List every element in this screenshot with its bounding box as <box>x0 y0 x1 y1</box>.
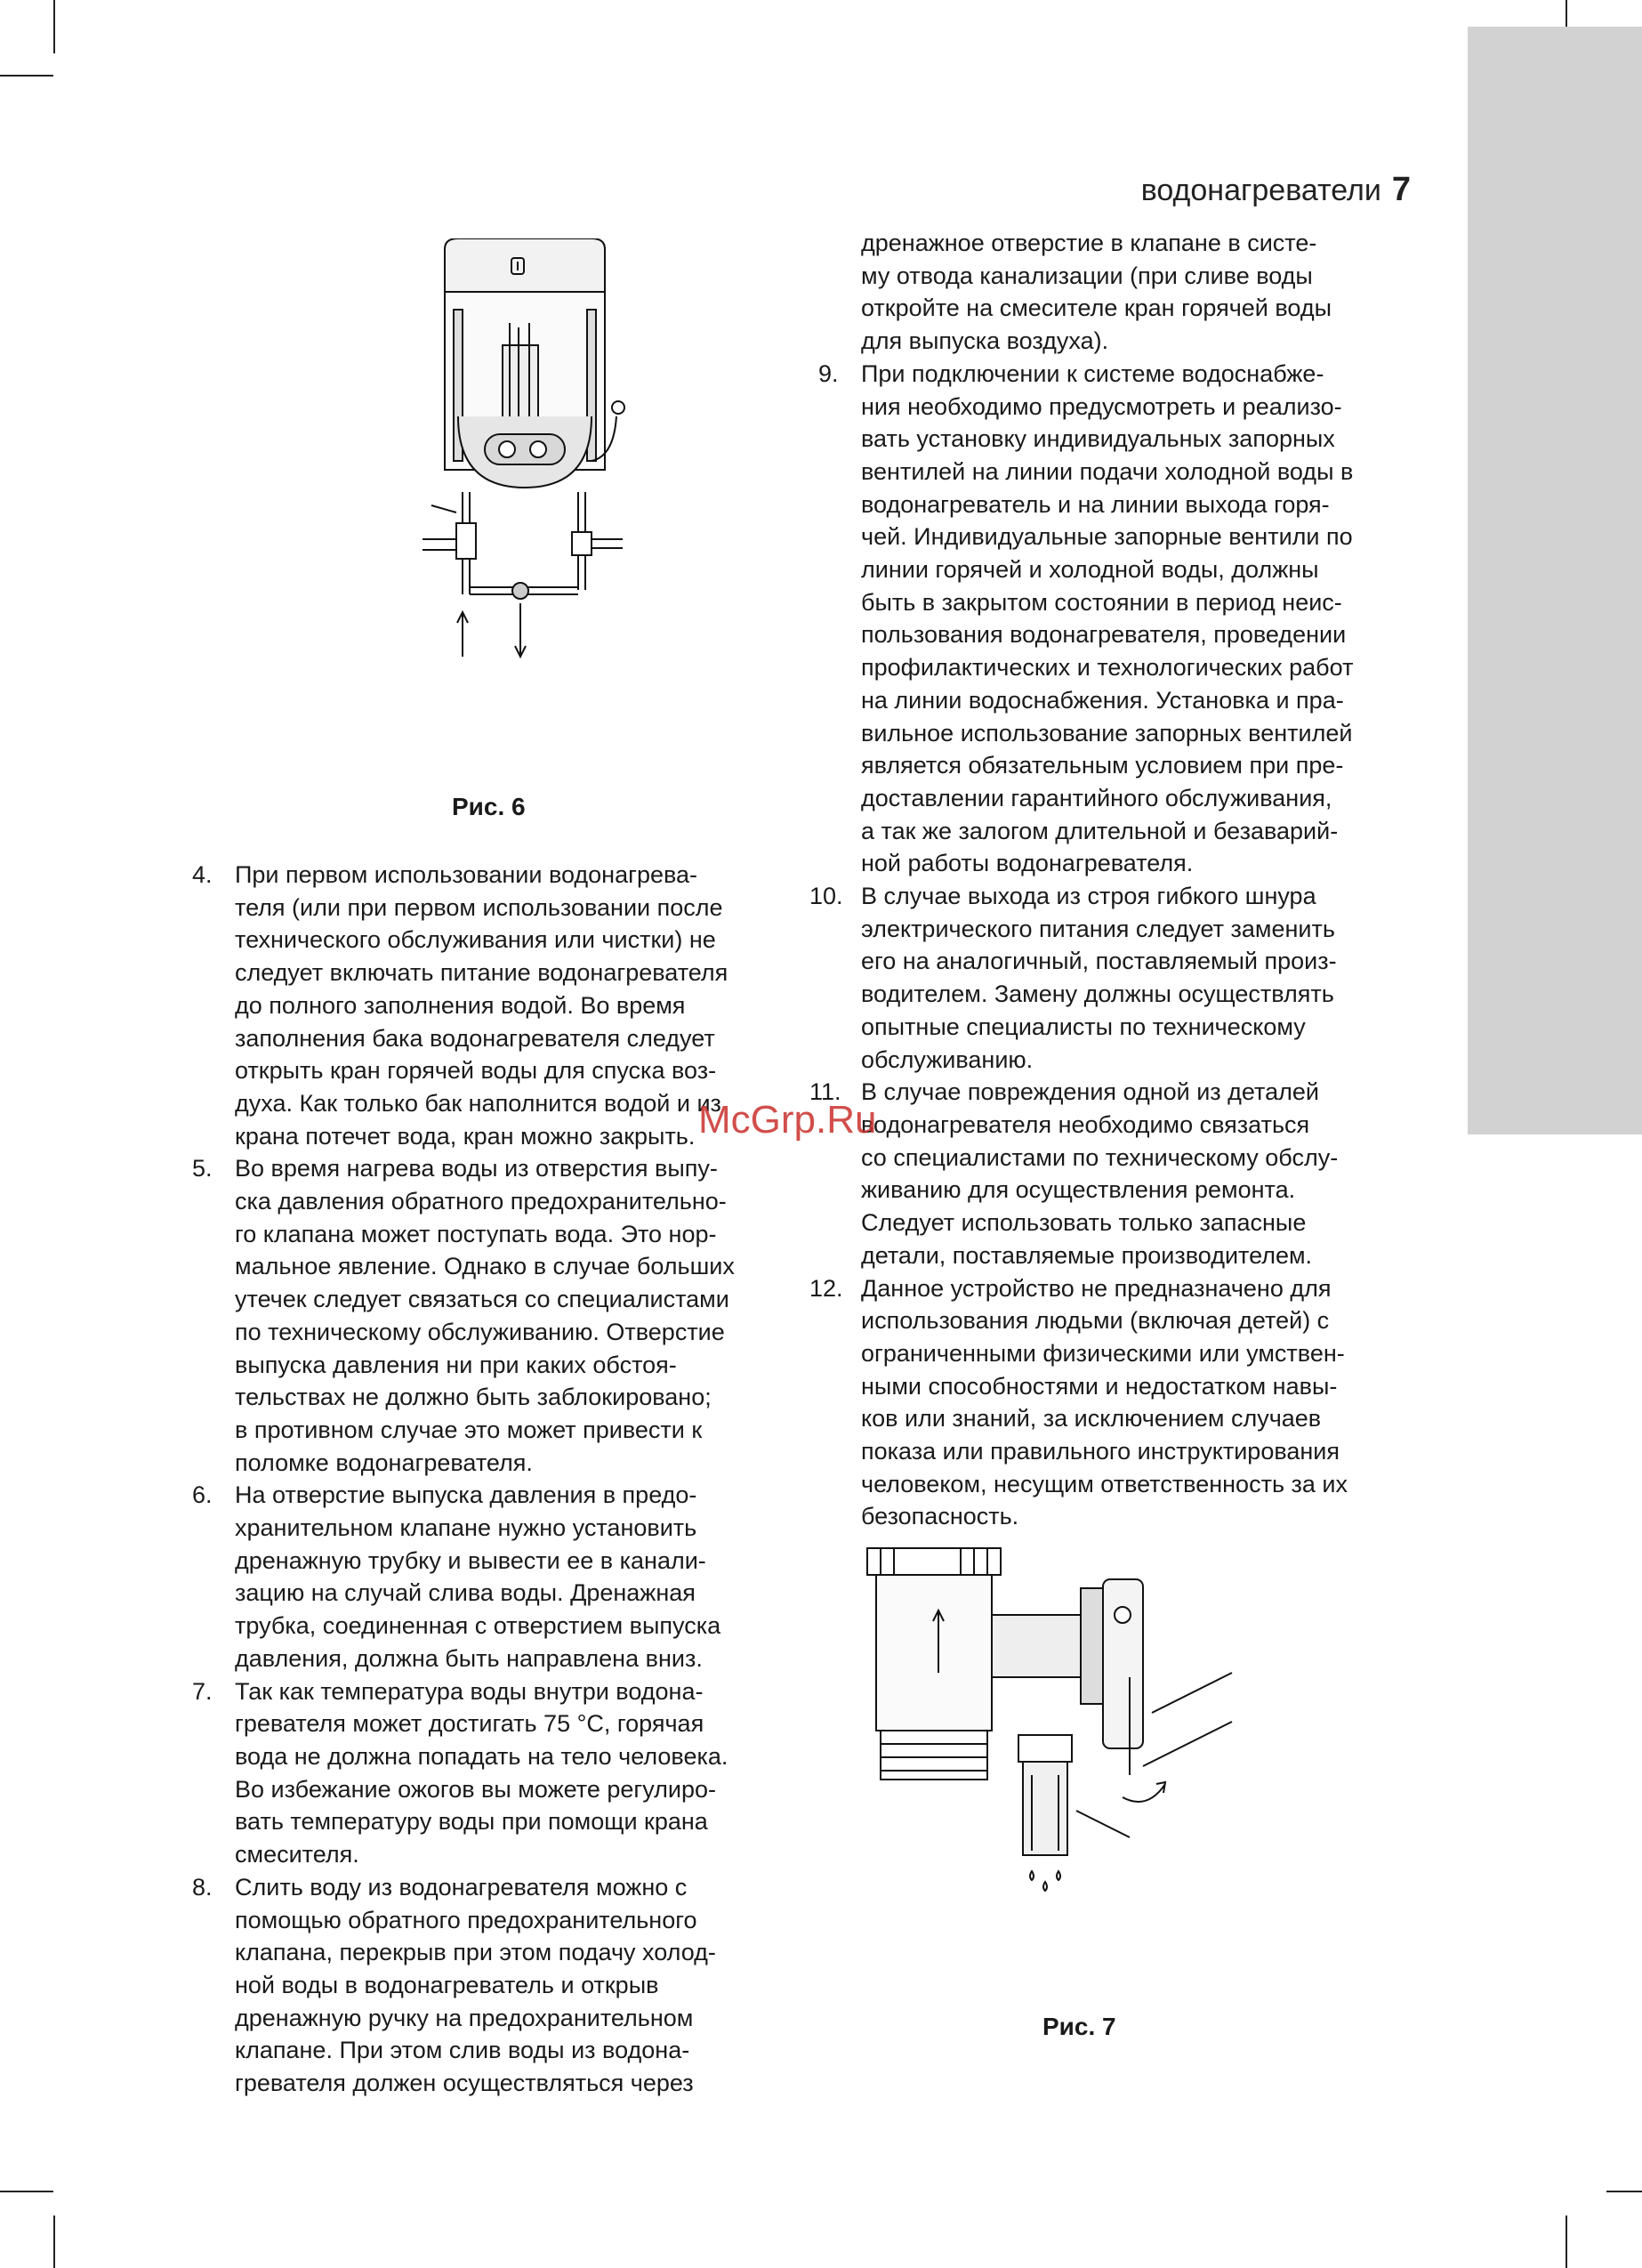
page-header <box>1141 171 1411 209</box>
text-line: опытные специалисты по техническому <box>861 1013 1306 1040</box>
text-line: заполнения бака водонагревателя следует <box>235 1024 715 1052</box>
text-line: использования людьми (включая детей) с <box>861 1307 1330 1335</box>
text-line: утечек следует связаться со специалистами <box>235 1286 729 1313</box>
text-line: показа или правильного инструктирования <box>861 1438 1340 1465</box>
text-line: пользования водонагревателя, проведении <box>861 621 1347 649</box>
text-line: по техническому обслуживанию. Отверстие <box>235 1318 725 1345</box>
text-line: гревателя должен осуществляться через <box>235 2070 694 2097</box>
item-number: 10. <box>809 883 843 910</box>
text-line: электрического питания следует заменить <box>861 915 1335 942</box>
figure-7-safety-valve <box>863 1544 1245 1926</box>
text-line: безопасность. <box>861 1503 1019 1530</box>
text-line: быть в закрытом состоянии в период неис- <box>861 588 1342 616</box>
text-line: обслуживанию. <box>861 1045 1034 1073</box>
text-line: Так как температура воды внутри водона- <box>235 1677 704 1705</box>
text-line: давления, должна быть направлена вниз. <box>235 1644 703 1672</box>
text-line: трубка, соединенная с отверстием выпуска <box>235 1612 721 1640</box>
text-line: мальное явление. Однако в случае больших <box>235 1253 735 1280</box>
text-line: ска давления обратного предохранительно- <box>235 1188 727 1215</box>
text-line: Данное устройство не предназначено для <box>861 1274 1332 1302</box>
text-line: дренажную трубку и вывести ее в канали- <box>235 1546 706 1574</box>
text-line: чей. Индивидуальные запорные вентили по <box>861 523 1353 551</box>
text-line: гревателя может достигать 75 °С, горячая <box>235 1710 704 1738</box>
text-line: Во избежание ожогов вы можете регулиро- <box>235 1775 716 1803</box>
text-line: вода не должна попадать на тело человека. <box>235 1742 728 1770</box>
text-line: клапане. При этом слив воды из водона- <box>235 2037 690 2064</box>
crop-mark <box>0 75 53 77</box>
text-line: Следует использовать только запасные <box>861 1209 1307 1237</box>
list-item-4 <box>192 859 779 1152</box>
crop-mark <box>0 2191 53 2192</box>
item-number: 5. <box>192 1155 213 1182</box>
list-item-12 <box>809 1272 1410 1534</box>
text-line: го клапана может поступать вода. Это нор- <box>235 1220 717 1247</box>
text-line: вать температуру воды при помощи крана <box>235 1808 708 1836</box>
text-line: в противном случае это может привести к <box>235 1416 703 1443</box>
text-line: откройте на смесителе кран горячей воды <box>861 295 1332 322</box>
text-line: а так же залогом длительной и безаварий- <box>861 817 1339 844</box>
crop-mark <box>53 2216 55 2268</box>
text-line: ков или знаний, за исключением случаев <box>861 1405 1322 1433</box>
text-line: При подключении к системе водоснабже- <box>861 359 1324 387</box>
text-line: вать установку индивидуальных запорных <box>861 425 1335 453</box>
text-line: до полного заполнения водой. Во время <box>235 991 686 1019</box>
text-line: его на аналогичный, поставляемый произ- <box>861 948 1337 975</box>
text-line: крана потечет вода, кран можно закрыть. <box>235 1122 696 1150</box>
list-item-10 <box>809 880 1410 1076</box>
text-line: ной воды в водонагреватель и открыв <box>235 1971 659 1998</box>
item-number: 12. <box>809 1274 843 1302</box>
text-line: вентилей на линии подачи холодной воды в <box>861 457 1354 485</box>
text-line: следует включать питание водонагревателя <box>235 959 728 987</box>
list-item-9 <box>818 358 1410 880</box>
item-number: 11. <box>809 1078 841 1106</box>
figure-7-caption: Рис. 7 <box>1042 2013 1116 2040</box>
text-line: выпуска давления ни при каких обстоя- <box>235 1351 677 1378</box>
text-line: тельствах не должно быть заблокировано; <box>235 1384 712 1411</box>
text-line: живанию для осуществления ремонта. <box>861 1176 1296 1204</box>
item-number: 7. <box>192 1677 213 1705</box>
item-number: 8. <box>192 1873 213 1901</box>
text-line: ния необходимо предусмотреть и реализо- <box>861 392 1342 420</box>
text-line: детали, поставляемые производителем. <box>861 1241 1313 1269</box>
list-item-7 <box>192 1675 779 1871</box>
text-line: На отверстие выпуска давления в предо- <box>235 1481 697 1509</box>
text-line: является обязательным условием при пре- <box>861 752 1344 779</box>
crop-mark <box>1566 2216 1567 2268</box>
text-line: водонагревателя необходимо связаться <box>861 1110 1310 1138</box>
text-line: смесителя. <box>235 1841 359 1868</box>
text-line: водителем. Замену должны осуществлять <box>861 981 1334 1008</box>
text-line: духа. Как только бак наполнится водой и из <box>235 1089 721 1117</box>
text-line: му отвода канализации (при сливе воды <box>861 262 1313 289</box>
list-item-8 <box>192 1871 779 2100</box>
text-line: на линии водоснабжения. Установка и пра- <box>861 686 1344 714</box>
text-line: ной работы водонагревателя. <box>861 850 1194 877</box>
section-title: водонагреватели <box>1140 174 1381 207</box>
text-line: дренажную ручку на предохранительном <box>235 2004 694 2031</box>
figure-6-caption: Рис. 6 <box>452 793 526 820</box>
crop-mark <box>53 0 55 53</box>
item-number: 4. <box>192 861 213 888</box>
figure-6-water-heater <box>405 238 640 666</box>
text-line: технического обслуживания или чистки) не <box>235 926 716 954</box>
text-line: открыть кран горячей воды для спуска воз- <box>235 1057 717 1085</box>
page-number: 7 <box>1391 171 1411 208</box>
text-line: дренажное отверстие в клапане в систе- <box>861 230 1317 256</box>
text-line: поломке водонагревателя. <box>235 1449 533 1476</box>
text-line: профилактических и технологических работ <box>861 654 1354 682</box>
text-line: При первом использовании водонагрева- <box>235 861 698 888</box>
item-number: 9. <box>818 359 839 387</box>
watermark: McGrp.Ru <box>698 1098 877 1142</box>
text-line: ограниченными физическими или умствен- <box>861 1339 1345 1367</box>
text-line: со специалистами по техническому обслу- <box>861 1143 1339 1171</box>
text-line: хранительном клапане нужно установить <box>235 1514 697 1542</box>
text-line: для выпуска воздуха). <box>861 327 1109 355</box>
text-line: человеком, несущим ответственность за их <box>861 1470 1348 1497</box>
left-column <box>192 859 779 2100</box>
text-line: теля (или при первом использовании после <box>235 893 723 921</box>
item-number: 6. <box>192 1481 213 1509</box>
crop-mark <box>1606 2191 1642 2192</box>
side-tab <box>1468 27 1642 1134</box>
item-8-continuation <box>818 227 1410 358</box>
list-item-5 <box>192 1152 779 1479</box>
text-line: В случае выхода из строя гибкого шнура <box>861 883 1316 910</box>
text-line: доставлении гарантийного обслуживания, <box>861 784 1332 811</box>
text-line: ными способностями и недостатком навы- <box>861 1372 1338 1400</box>
list-item-6 <box>192 1479 779 1675</box>
list-item-11 <box>809 1076 1410 1271</box>
text-line: Во время нагрева воды из отверстия выпу- <box>235 1155 718 1182</box>
text-line: клапана, перекрыв при этом подачу холод- <box>235 1939 716 1966</box>
text-line: Слить воду из водонагревателя можно с <box>235 1873 688 1901</box>
text-line: вильное использование запорных вентилей <box>861 719 1353 747</box>
text-line: линии горячей и холодной воды, должны <box>861 556 1319 584</box>
right-column <box>809 227 1410 1533</box>
text-line: водонагреватель и на линии выхода горя- <box>861 490 1330 518</box>
text-line: В случае повреждения одной из деталей <box>861 1078 1319 1106</box>
text-line: зацию на случай слива воды. Дренажная <box>235 1579 696 1607</box>
text-line: помощью обратного предохранительного <box>235 1906 697 1933</box>
